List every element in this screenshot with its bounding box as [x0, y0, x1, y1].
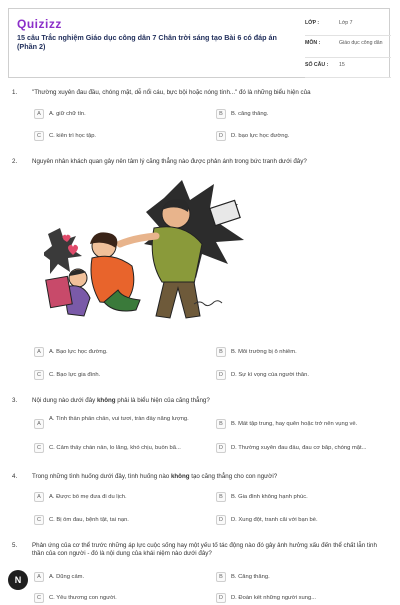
question-emphasis: không — [96, 397, 116, 404]
option-key: D — [216, 443, 226, 453]
option-text: A. Được bố mẹ đưa đi du lịch. — [49, 494, 127, 500]
option-text: A. Bạo lực học đường. — [49, 349, 108, 355]
option-key: C — [34, 593, 44, 603]
floating-n-button[interactable]: N — [8, 570, 28, 590]
laptop-icon — [210, 200, 240, 225]
option-key: B — [216, 347, 226, 357]
option-text: D. Thường xuyên đau đầu, đau cơ bắp, chóng mặt... — [231, 445, 367, 451]
document-title: 15 câu Trắc nghiệm Giáo dục công dân 7 Chân trời sáng tạo Bài 6 có đáp án (Phần 2) — [17, 33, 277, 51]
option-text: C. kiên trì học tập. — [49, 133, 97, 139]
option-text: D. bạo lực học đường. — [231, 133, 290, 139]
count-value: 15 — [339, 62, 345, 68]
question-number: 4. — [12, 473, 18, 480]
question-number: 5. — [12, 542, 18, 549]
subject-label: MÔN : — [305, 40, 321, 46]
option-key: D — [216, 370, 226, 380]
option-text: B. Môi trường bị ô nhiễm. — [231, 349, 297, 355]
question-number: 2. — [12, 158, 18, 165]
family-violence-illustration — [44, 178, 254, 330]
option-text: C. Bạo lực gia đình. — [49, 372, 101, 378]
question-text-part: Nội dung nào dưới đây — [32, 397, 97, 404]
question-text: "Thường xuyên đau đầu, chóng mặt, dễ nổi cáu, bực bội hoặc nóng tính..." đó là những biểu hiện của — [32, 89, 311, 96]
option-key: C — [34, 131, 44, 141]
option-text: D. Sự kì vọng của người thân. — [231, 372, 309, 378]
option-text: C. Yêu thương con người. — [49, 595, 117, 601]
meta-row-count — [305, 58, 391, 78]
photo-frame — [46, 276, 73, 307]
meta-row-class — [305, 16, 391, 36]
question-1 — [12, 89, 388, 149]
man-legs — [156, 282, 200, 318]
question-text: Nguyên nhân khách quan gây nên tâm lý căng thẳng nào được phản ánh trong bức tranh dưới đây? — [32, 158, 307, 165]
question-number: 3. — [12, 397, 18, 404]
option-key: A — [34, 492, 44, 502]
option-text: A. Dũng cảm. — [49, 574, 85, 580]
question-3 — [12, 397, 388, 465]
option-key: A — [34, 419, 44, 429]
option-key: B — [216, 572, 226, 582]
option-text: B. căng thẳng. — [231, 111, 269, 117]
subject-value: Giáo dục công dân — [339, 40, 383, 46]
count-label: SỐ CÂU : — [305, 62, 329, 68]
option-key: D — [216, 131, 226, 141]
question-text-part: tạo căng thẳng cho con người? — [189, 473, 278, 480]
option-key: A — [34, 109, 44, 119]
option-key: B — [216, 492, 226, 502]
option-key: B — [216, 419, 226, 429]
option-key: D — [216, 515, 226, 525]
question-4 — [12, 473, 388, 533]
meta-table — [305, 16, 391, 78]
option-key: A — [34, 572, 44, 582]
option-text: C. Bị ốm đau, bệnh tật, tai nạn. — [49, 517, 129, 523]
quizizz-logo[interactable]: Quizizz — [17, 17, 62, 31]
question-text-part: phải là biểu hiện của căng thẳng? — [115, 397, 210, 404]
question-text — [32, 473, 382, 481]
question-emphasis: không — [170, 473, 190, 480]
class-value: Lớp 7 — [339, 20, 353, 26]
class-label: LỚP : — [305, 20, 320, 26]
option-text: A. Tinh thần phấn chấn, vui tươi, tràn đầy năng lượng. — [49, 416, 189, 422]
question-text — [32, 397, 382, 405]
option-text: B. Căng thẳng. — [231, 574, 270, 580]
document-header — [8, 8, 390, 78]
question-text-part: Trong những tình huống dưới đây, tình huống nào — [32, 473, 171, 480]
option-text: D. Xung đột, tranh cãi với bạn bè. — [231, 517, 318, 523]
option-key: D — [216, 593, 226, 603]
meta-row-subject — [305, 36, 391, 58]
option-key: B — [216, 109, 226, 119]
option-key: A — [34, 347, 44, 357]
option-text: B. Gia đình không hạnh phúc. — [231, 494, 308, 500]
question-5 — [12, 542, 388, 600]
option-key: C — [34, 370, 44, 380]
option-key: C — [34, 443, 44, 453]
option-key: C — [34, 515, 44, 525]
option-text: B. Mất tập trung, hay quên hoặc trở nên vụng về. — [231, 421, 358, 427]
option-text: D. Đoàn kết những người xung... — [231, 595, 317, 601]
option-text: A. giữ chữ tín. — [49, 111, 86, 117]
option-text: C. Cảm thấy chán nản, lo lắng, khó chịu, buồn bã... — [49, 445, 181, 451]
question-text: Phản ứng của cơ thể trước những áp lực cuộc sống hay một yếu tố tác động nào đó gây ảnh hưởng xấu đến thể chất lẫn tinh thần của con người - đó là nội dung của khái niệm nào dưới đây? — [32, 542, 377, 557]
question-number: 1. — [12, 89, 18, 96]
